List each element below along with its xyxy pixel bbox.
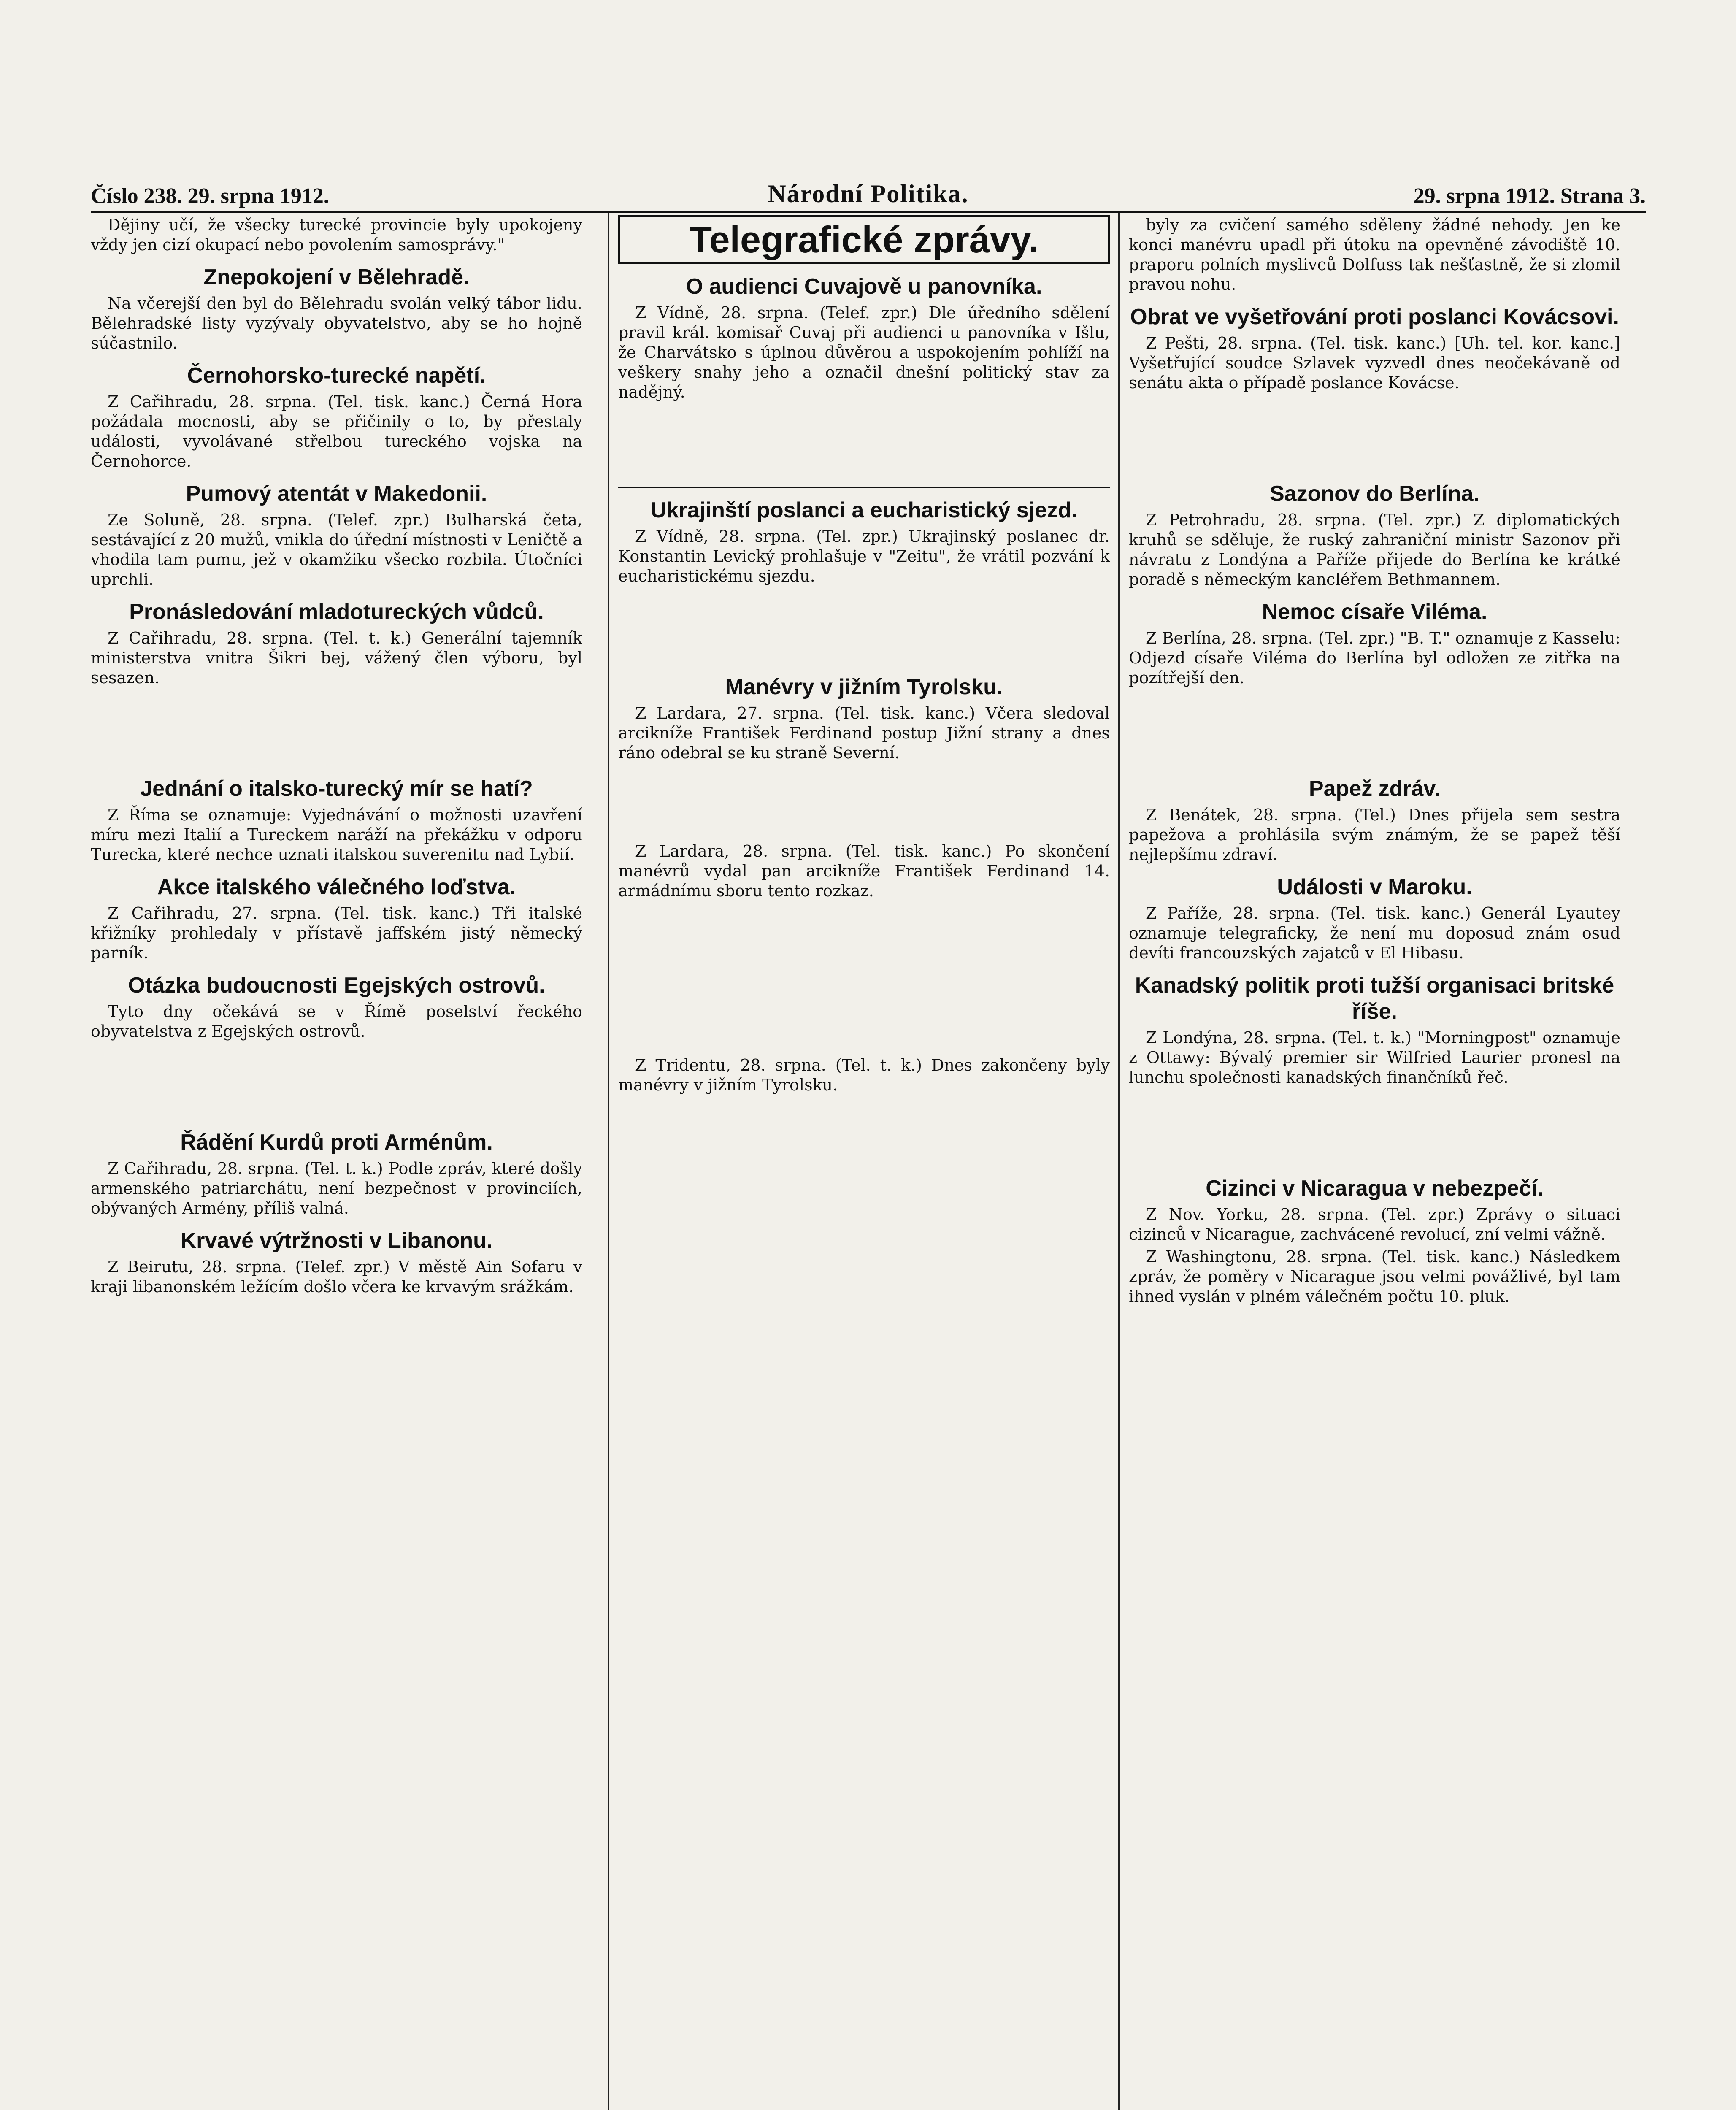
- article-text: byly za cvičení samého sděleny žádné nehody. Jen ke konci manévru upadl při útoku na opevněné závodiště 10. praporu polních myslivců Dolfuss tak nešťastně, že si zlomil pravou nohu.: [1129, 216, 1620, 294]
- article-text: Z Tridentu, 28. srpna. (Tel. t. k.) Dnes zakončeny byly manévry v jižním Tyrolsku.: [618, 1056, 1110, 1094]
- header-rule: [91, 211, 1646, 213]
- date-page: 29. srpna 1912. Strana 3.: [1413, 184, 1646, 208]
- article-heading: Černohorsko-turecké napětí.: [187, 363, 486, 388]
- article-text: Ze Soluně, 28. srpna. (Telef. zpr.) Bulharská četa, sestávající z 20 mužů, vnikla do úřední místnosti v Leničtě a vhodila tam pumu, jež v okamžiku všecko rozbila. Útočníci uprchli.: [91, 511, 582, 589]
- article-text: Z Cařihradu, 28. srpna. (Tel. t. k.) Podle zpráv, které došly armenského patriarchátu, není bezpečnost v provinciích, obývaných Armény, příliš valná.: [91, 1159, 582, 1217]
- article-text: Z Lardara, 27. srpna. (Tel. tisk. kanc.) Včera sledoval arcikníže František Ferdinand postup Jižní strany a dnes ráno odebral se ku straně Severní.: [618, 704, 1110, 762]
- section-banner: Telegrafické zprávy.: [618, 215, 1110, 264]
- article-heading: Manévry v jižním Tyrolsku.: [725, 675, 1003, 699]
- article-heading: Sazonov do Berlína.: [1270, 482, 1479, 506]
- article-text: Z Benátek, 28. srpna. (Tel.) Dnes přijela sem sestra papežova a prohlásila svým známým, že se papež těší nejlepšímu zdraví.: [1129, 806, 1620, 864]
- article-text: Z Paříže, 28. srpna. (Tel. tisk. kanc.) Generál Lyautey oznamuje telegraficky, že není mu doposud znám osud devíti francouzských zajatců v El Hibasu.: [1129, 904, 1620, 962]
- article-text: Z Berlína, 28. srpna. (Tel. zpr.) "B. T." oznamuje z Kasselu: Odjezd císaře Viléma do Berlína byl odložen ze zitřka na pozítřejší den.: [1129, 629, 1620, 687]
- article-text: Z Petrohradu, 28. srpna. (Tel. zpr.) Z diplomatických kruhů se sděluje, že ruský zahraniční ministr Sazonov při návratu z Londýna a Paříže přijede do Berlína ke krátké poradě s německým kancléřem Bethmannem.: [1129, 511, 1620, 589]
- article-text: Z Londýna, 28. srpna. (Tel. t. k.) "Morningpost" oznamuje z Ottawy: Bývalý premier sir Wilfried Laurier pronesl na lunchu společnosti kanadských finančníků řeč.: [1129, 1028, 1620, 1087]
- article-text: Z Cařihradu, 28. srpna. (Tel. t. k.) Generální tajemník ministerstva vnitra Šikri bej, vážený člen výboru, byl sesazen.: [91, 629, 582, 687]
- column-1: [91, 215, 582, 2110]
- masthead: Národní Politika.: [768, 180, 969, 208]
- article-heading: Jednání o italsko-turecký mír se hatí?: [140, 776, 533, 801]
- column-divider: [1118, 213, 1120, 2110]
- issue-number: Číslo 238. 29. srpna 1912.: [91, 184, 329, 208]
- article-rule: [618, 487, 1110, 488]
- article-text: Z Říma se oznamuje: Vyjednávání o možnosti uzavření míru mezi Italií a Tureckem naráží na překážku v odporu Turecka, které nechce uznati italskou suverenitu nad Lybií.: [91, 806, 582, 864]
- article-text: Z Cařihradu, 28. srpna. (Tel. tisk. kanc.) Černá Hora požádala mocnosti, aby se přičinily o to, by přestaly události, vyvolávané střelbou tureckého vojska na Černohorce.: [91, 392, 582, 471]
- article-text: Z Lardara, 28. srpna. (Tel. tisk. kanc.) Po skončení manévrů vydal pan arcikníže František Ferdinand 14. armádnímu sboru tento rozkaz.: [618, 842, 1110, 900]
- article-text: Z Cařihradu, 27. srpna. (Tel. tisk. kanc.) Tři italské křižníky prohledaly v přístavě jaffském jistý německý parník.: [91, 904, 582, 962]
- article-heading: Pumový atentát v Makedonii.: [186, 482, 487, 506]
- article-text: Z Pešti, 28. srpna. (Tel. tisk. kanc.) [Uh. tel. kor. kanc.] Vyšetřující soudce Szlavek vyzvedl dnes neočekávaně od senátu akta o případě poslance Kovácse.: [1129, 334, 1620, 392]
- article-text: Na včerejší den byl do Bělehradu svolán velký tábor lidu. Bělehradské listy vyzývaly obyvatelstvo, aby se ho hojně súčastnilo.: [91, 294, 582, 352]
- article-heading: Řádění Kurdů proti Arménům.: [180, 1130, 493, 1155]
- article-heading: O audienci Cuvajově u panovníka.: [686, 274, 1042, 299]
- article-heading: Pronásledování mladotureckých vůdců.: [129, 600, 544, 624]
- article-text: Z Nov. Yorku, 28. srpna. (Tel. zpr.) Zprávy o situaci cizinců v Nicarague, zachvácené revolucí, zní velmi vážně.: [1129, 1205, 1620, 1244]
- article-heading: Papež zdráv.: [1309, 776, 1441, 801]
- article-text: Tyto dny očekává se v Římě poselství řeckého obyvatelstva z Egejských ostrovů.: [91, 1002, 582, 1041]
- article-text: Z Washingtonu, 28. srpna. (Tel. tisk. kanc.) Následkem zpráv, že poměry v Nicarague jsou velmi povážlivé, byl tam ihned vyslán v plném válečném počtu 10. pluk.: [1129, 1247, 1620, 1306]
- article-text: Z Beirutu, 28. srpna. (Telef. zpr.) V městě Ain Sofaru v kraji libanonském ležícím došlo včera ke krvavým srážkám.: [91, 1258, 582, 1296]
- column-divider: [608, 213, 609, 2110]
- article-heading: Znepokojení v Bělehradě.: [203, 265, 470, 289]
- article-text: Z Vídně, 28. srpna. (Tel. zpr.) Ukrajinský poslanec dr. Konstantin Levický prohlašuje v "Zeitu", že vrátil pozvání k eucharistickému sjezdu.: [618, 527, 1110, 585]
- article-text: Z Vídně, 28. srpna. (Telef. zpr.) Dle úředního sdělení pravil král. komisař Cuvaj při audienci u panovníka v Išlu, že Charvátsko s úplnou důvěrou a uspokojením pohlíží na veškery snahy jeho a označil dnešní politický stav za nadějný.: [618, 303, 1110, 401]
- column-2: [618, 215, 1110, 2110]
- article-heading: Nemoc císaře Viléma.: [1262, 600, 1487, 624]
- article-heading: Kanadský politik proti tužší organisaci britské říše.: [1135, 973, 1614, 1024]
- running-header: [91, 179, 1646, 213]
- column-3: [1129, 215, 1620, 2110]
- article-heading: Události v Maroku.: [1277, 875, 1472, 899]
- article-heading: Otázka budoucnosti Egejských ostrovů.: [128, 973, 545, 998]
- article-heading: Akce italského válečného loďstva.: [157, 875, 516, 899]
- article-heading: Obrat ve vyšetřování proti poslanci Kovácsovi.: [1130, 305, 1619, 329]
- article-heading: Cizinci v Nicaragua v nebezpečí.: [1206, 1176, 1544, 1201]
- article-heading: Krvavé výtržnosti v Libanonu.: [180, 1228, 493, 1253]
- article-heading: Ukrajinští poslanci a eucharistický sjezd.: [650, 498, 1078, 522]
- article-text: Dějiny učí, že všecky turecké provincie byly upokojeny vždy jen cizí okupací nebo povolením samosprávy.": [91, 216, 582, 254]
